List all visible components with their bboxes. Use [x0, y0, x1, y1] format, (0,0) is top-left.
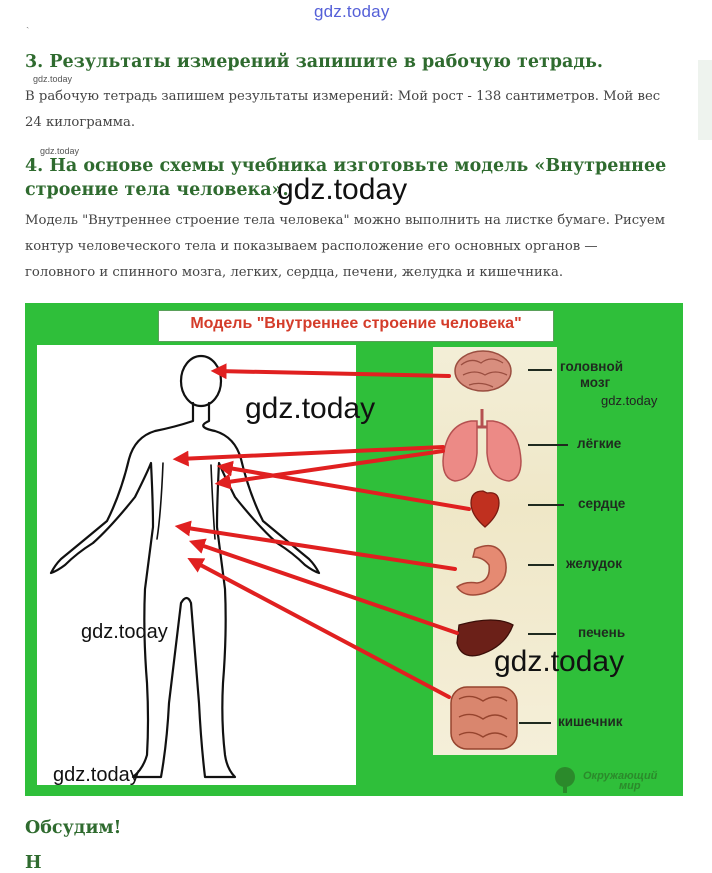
stomach-icon	[457, 546, 506, 595]
cut-off-heading: Н	[25, 853, 42, 873]
arrow-intestines	[193, 561, 449, 697]
okruzhayushchiy-mir-badge	[549, 766, 679, 794]
leader-line	[519, 722, 551, 724]
badge-text	[583, 771, 657, 791]
tick-mark: ˏ	[26, 18, 30, 29]
lungs-icon	[443, 409, 521, 481]
watermark: gdz.today	[245, 392, 376, 425]
section4-heading-line2: строение тела человека».	[25, 180, 289, 200]
organ-label-stomach: желудок	[566, 556, 623, 571]
leader-line	[528, 504, 564, 506]
section4-text-line2: контур человеческого тела и показываем расположение его основных органов —	[25, 239, 598, 254]
site-logo[interactable]: gdz.today	[314, 2, 390, 21]
organ-label-brain-line1: головной	[560, 359, 623, 374]
arrow-heart	[223, 467, 469, 509]
arrow-liver	[195, 543, 457, 633]
poster-title: Модель "Внутреннее строение человека"	[190, 315, 522, 332]
body-model-poster	[25, 303, 683, 796]
organ-label-brain	[560, 359, 623, 391]
section3-text-line2: 24 килограмма.	[25, 115, 136, 130]
arrow-brain	[217, 371, 449, 376]
organ-label-brain-line2: мозг	[580, 375, 611, 390]
watermark: gdz.today	[53, 764, 140, 786]
watermark: gdz.today	[277, 173, 408, 206]
watermark: gdz.today	[33, 74, 73, 84]
organ-label-heart: сердце	[578, 496, 626, 511]
badge-line2: мир	[619, 780, 641, 792]
section4-heading-line1: 4. На основе схемы учебника изготовьте модель «Внутреннее	[25, 156, 667, 176]
section3-text-line1: В рабочую тетрадь запишем результаты измерений: Мой рост - 138 сантиметров. Мой вес	[25, 89, 661, 104]
intestines-icon	[451, 687, 517, 749]
section4-text-line1: Модель "Внутреннее строение тела человека" можно выполнить на листке бумаге. Рисуем	[25, 213, 665, 228]
brain-icon	[455, 351, 511, 391]
heart-icon	[471, 491, 499, 527]
leader-line	[528, 369, 552, 371]
discuss-heading: Обсудим!	[25, 818, 122, 838]
leader-line	[528, 444, 568, 446]
tree-icon	[551, 766, 579, 794]
organ-label-liver: печень	[578, 625, 626, 640]
organ-label-lungs: лёгкие	[577, 436, 622, 451]
leader-line	[528, 564, 554, 566]
badge-line1: Окружающий	[583, 770, 658, 782]
section3-heading: 3. Результаты измерений запишите в рабочую тетрадь.	[25, 52, 604, 72]
leader-line	[528, 633, 556, 635]
sidebar-edge	[698, 60, 712, 140]
watermark: gdz.today	[81, 621, 168, 643]
watermark: gdz.today	[494, 645, 625, 678]
organ-label-intestines: кишечник	[558, 714, 623, 729]
watermark: gdz.today	[601, 393, 658, 408]
watermark: gdz.today	[40, 146, 80, 156]
section4-text-line3: головного и спинного мозга, легких, сердца, печени, желудка и кишечника.	[25, 265, 564, 280]
